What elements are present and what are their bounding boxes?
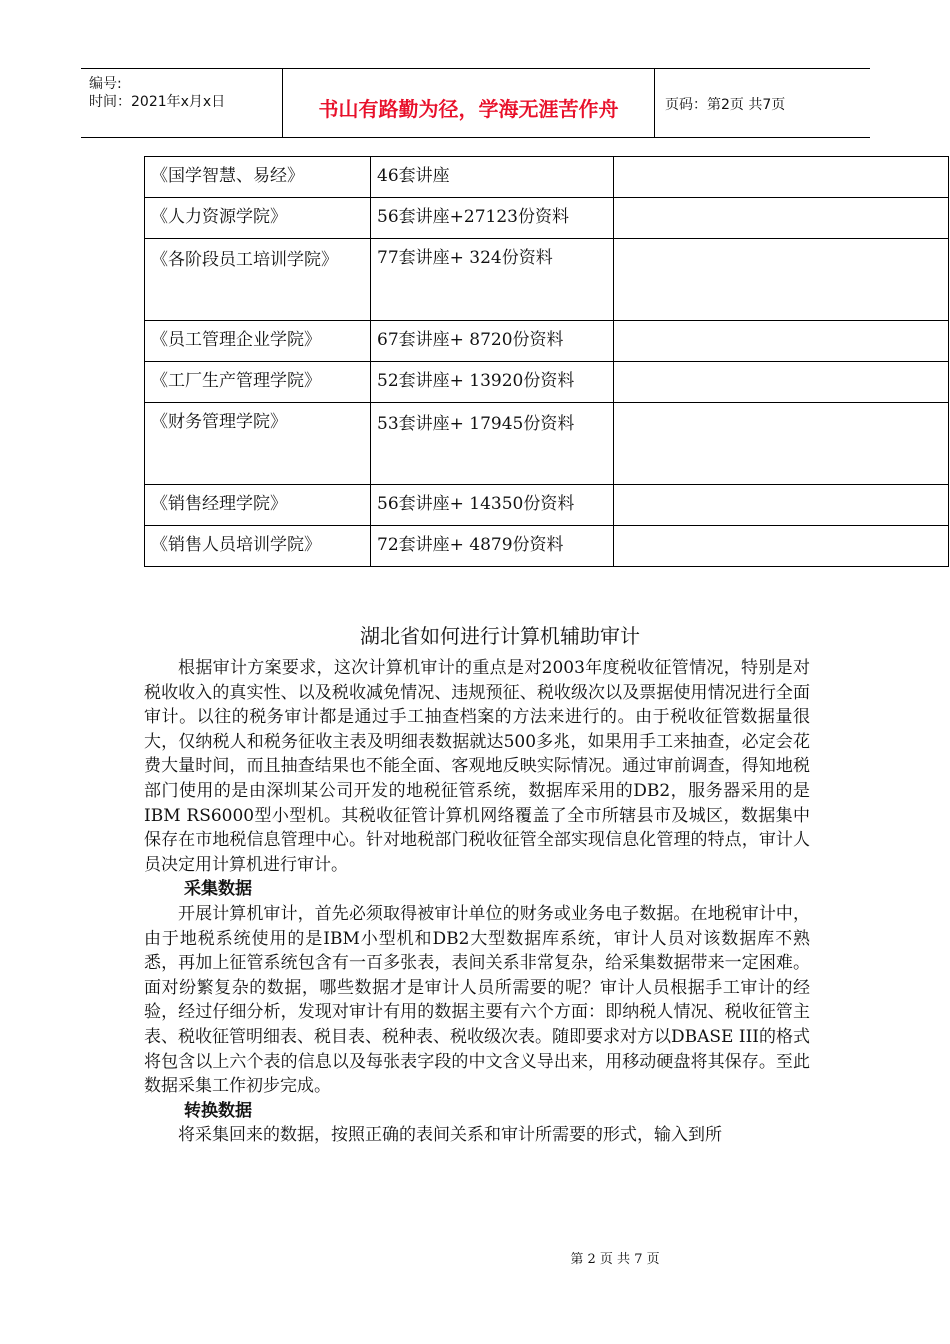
course-extra	[614, 485, 949, 526]
course-extra	[614, 321, 949, 362]
course-name-text: 《各阶段员工培训学院》	[151, 250, 338, 270]
header-page-cell	[655, 69, 870, 137]
table-row	[145, 403, 949, 485]
intro-paragraph: 根据审计方案要求，这次计算机审计的重点是对2003年度税收征管情况，特别是对税收收入的真实性、以及税收减免情况、违规预征、税收级次以及票据使用情况进行全面审计。以往的税务审计都是通过手工抽查档案的方法来进行的。由于税收征管数据量很大，仅纳税人和税务征收主表及明细表数据就达500多兆，如果用手工来抽查，必定会花费大量时间，而且抽查结果也不能全面、客观地反映实际情况。通过审前调查，得知地税部门使用的是由深圳某公司开发的地税征管系统，数据库采用的DB2，服务器采用的是IBM RS6000型小型机。其税收征管计算机网络覆盖了全市所辖县市及城区，数据集中保存在市地税信息管理中心。针对地税部门税收征管全部实现信息化管理的特点，审计人员决定用计算机进行审计。	[144, 658, 810, 875]
course-content: 46套讲座	[371, 157, 614, 198]
document-number-label: 编号:	[89, 76, 122, 92]
course-content: 56套讲座+27123份资料	[371, 198, 614, 239]
course-content: 56套讲座+ 14350份资料	[371, 485, 614, 526]
table-row	[145, 485, 949, 526]
course-catalog-table	[144, 156, 949, 567]
course-name: 《人力资源学院》	[145, 198, 371, 239]
course-name: 《财务管理学院》	[145, 403, 371, 485]
course-content-text: 53套讲座+ 17945份资料	[377, 414, 575, 434]
course-name	[145, 239, 371, 321]
table-row	[145, 157, 949, 198]
course-name: 《销售经理学院》	[145, 485, 371, 526]
section-paragraph-convert-data: 将采集回来的数据，按照正确的表间关系和审计所需要的形式，输入到所	[178, 1125, 722, 1146]
course-name: 《员工管理企业学院》	[145, 321, 371, 362]
course-name: 《销售人员培训学院》	[145, 526, 371, 567]
course-extra	[614, 526, 949, 567]
table-row	[145, 239, 949, 321]
header-page-number: 页码：第2页 共7页	[665, 97, 786, 113]
table-row	[145, 321, 949, 362]
course-content: 72套讲座+ 4879份资料	[371, 526, 614, 567]
header-motto-cell	[283, 69, 655, 137]
document-date-label: 时间：2021年x月x日	[89, 94, 226, 110]
course-content	[371, 403, 614, 485]
table-row	[145, 198, 949, 239]
page-header	[81, 68, 870, 138]
course-extra	[614, 198, 949, 239]
course-content: 67套讲座+ 8720份资料	[371, 321, 614, 362]
course-content: 52套讲座+ 13920份资料	[371, 362, 614, 403]
table-row	[145, 526, 949, 567]
section-heading-convert-data: 转换数据	[184, 1100, 252, 1121]
header-meta	[81, 69, 283, 137]
course-extra	[614, 362, 949, 403]
section-paragraph-collect-data: 开展计算机审计，首先必须取得被审计单位的财务或业务电子数据。在地税审计中，由于地税系统使用的是IBM小型机和DB2大型数据库系统，审计人员对该数据库不熟悉，再加上征管系统包含有一百多张表，表间关系非常复杂，给采集数据带来一定困难。面对纷繁复杂的数据，哪些数据才是审计人员所需要的呢？审计人员根据手工审计的经验，经过仔细分析，发现对审计有用的数据主要有六个方面：即纳税人情况、税收征管主表、税收征管明细表、税目表、税种表、税收级次表。随即要求对方以DBASE III的格式将包含以上六个表的信息以及每张表字段的中文含义导出来，用移动硬盘将其保存。至此数据采集工作初步完成。	[144, 903, 811, 1097]
page-footer: 第 2 页 共 7 页	[570, 1252, 660, 1267]
document-body	[144, 656, 810, 1148]
course-extra	[614, 157, 949, 198]
table-row	[145, 362, 949, 403]
course-extra	[614, 403, 949, 485]
course-name: 《国学智慧、易经》	[145, 157, 371, 198]
course-extra	[614, 239, 949, 321]
header-motto: 书山有路勤为径，学海无涯苦作舟	[318, 97, 619, 121]
course-content: 77套讲座+ 324份资料	[371, 239, 614, 321]
document-title: 湖北省如何进行计算机辅助审计	[360, 624, 640, 648]
course-name: 《工厂生产管理学院》	[145, 362, 371, 403]
section-heading-collect-data: 采集数据	[184, 879, 252, 900]
